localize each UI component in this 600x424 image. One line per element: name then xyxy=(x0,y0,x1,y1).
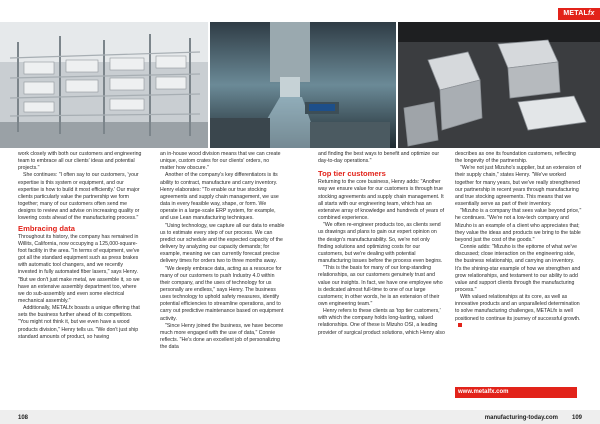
paragraph: She continues: "I often say to our customers, 'your expertise is this system or equipment, and our expertise is how to build it most efficiently.' Our major clients particularly value the partnership we form together; many of our customers often send me designs to review and advise on increasing quality or lowering costs ahead of the manufacturing process." xyxy=(18,172,140,222)
brand-logo-tab: METALfx xyxy=(558,8,600,20)
paragraph: "Since Henry joined the business, we have become much more engaged with the use of data," Connie reflects. "He's done an excellent job of personalizing the data xyxy=(160,322,284,351)
paragraph: "Mizuho is a company that sees value beyond price," he continues. "We're not a low-tech company and Mizuho is an example of a client who appreciates that; they value the ideas and products we bring to the table beyond just the cost of the goods." xyxy=(455,208,582,243)
paragraph-final: With valued relationships at its core, as well as innovative products and an unparalleled determination to solve manufacturing challenges, METALfx is well positioned to continue its journey of successful growth. xyxy=(455,294,582,330)
section-heading-embracing-data: Embracing data xyxy=(18,223,75,233)
paragraph: "We're not just Mizuho's supplier, but an extension of their supply chain," states Henry. "We've worked together for many years, but we've really strengthened our partnership in recent years through manufacturing and true stocking agreements. This means that we essentially serve as part of their inventory. xyxy=(455,165,582,208)
paragraph: an in-house wood division means that we can create unique, custom crates for our clients' orders, no matter how obscure." xyxy=(160,151,281,172)
section-heading-top-tier-customers: Top tier customers xyxy=(318,169,386,179)
paragraph: Returning to the core business, Henry adds: "Another way we ensure value for our customers is through true stocking agreements and supply chain management. It all starts with our engineering team, which has an extensive array of knowledge and hundreds of years of combined experience. xyxy=(318,179,445,222)
paragraph: Additionally, METALfx boasts a unique offering that sets the business further ahead of its competitors. "You might not think it, but we even have a wood products division," Henry tells us. "We don't just ship standard amounts of product, so having xyxy=(18,305,140,340)
article-column-2 xyxy=(160,151,285,351)
article-column-3 xyxy=(318,151,445,337)
company-url-box[interactable]: www.metalfx.com xyxy=(455,387,577,398)
paragraph: Connie adds: "Mizuho is the epitome of what we've discussed; close interaction on the engineering side, the business relationship, and carrying an inventory. It's the shining-star example of how we strengthen and grow relationships, and testament to our ability to add value and support clients through the manufacturing process." xyxy=(455,244,581,293)
page-number-right: 109 xyxy=(571,415,582,421)
footer-site-link[interactable]: manufacturing-today.com xyxy=(484,415,558,421)
industrial-racking-photo xyxy=(0,22,208,148)
paragraph: Another of the company's key differentiators is its ability to contract, manufacture and carry inventory. Henry elaborates: "To enable our true stocking agreements and supply chain management, we use data in every feasible way, shape, or form. We operate in a large-scale ERP system, for example, and use Lean manufacturing techniques. xyxy=(160,172,279,222)
paragraph: work closely with both our customers and engineering team to embrace all our clients' ideas and potential projects." xyxy=(18,151,142,172)
end-of-article-icon xyxy=(458,323,462,327)
paragraph: and finding the best ways to benefit and optimize our day-to-day operations." xyxy=(318,151,440,165)
cnc-machining-photo xyxy=(210,22,396,148)
page-number-left: 108 xyxy=(18,415,29,421)
article-column-1 xyxy=(18,151,142,341)
paragraph: "We deeply embrace data, acting as a resource for many of our customers to push Industry 4.0 within their company, and the uses of technology for us personally are endless," says Henry. The business uses technology to uphold safety measures, identify potential efficiencies to streamline operations, and to carry out predictive maintenance based on equipment activity. xyxy=(160,265,284,322)
paragraph: "We often re-engineer products too, as clients send us drawings and plans to gain our expert opinion on the design's manufacturability. So, we're not only finding solutions and optimizing costs for our customers, but we're dealing with potential manufacturing issues before the process even begins. xyxy=(318,222,443,265)
bent-metal-parts-photo xyxy=(398,22,600,148)
article-column-4 xyxy=(455,151,582,330)
paragraph: "This is the basis for many of our long-standing relationships, as our customers genuinely trust and value our insights. In fact, we have one employee who is dedicated almost full-time to one of our large customers; in other words, he is an extension of their own engineering team." xyxy=(318,265,443,307)
paragraph: Throughout its history, the company has remained in Willits, California, now occupying a 125,000-square-foot facility in the area. "In terms of equipment, we've got all the standard equipment such as press brakes with automatic tool changers, and we recently invested in fully automated fiber lasers," says Henry. "But we don't just make metal, we assemble it, so we have an extensive assembly department too, where we do sub-assembly and even some electrical mechanical assembly." xyxy=(18,233,140,304)
paragraph: "Using technology, we capture all our data to enable us to estimate every step of our process. We can predict our schedule and the expected capacity of the delivery by analyzing our capacity demands; for example, meaning we can currently forecast precise delivery times for orders two to three months away. xyxy=(160,222,285,265)
paragraph: describes as one its foundation customers, reflecting the longevity of the partnership. xyxy=(455,151,576,165)
paragraph: Henry refers to these clients as 'top tier customers,' with which the company holds long-lasting, valued relationships. One of these is Mizuho OSI, a leading provider of surgical product solutions, which Henry also xyxy=(318,308,445,336)
